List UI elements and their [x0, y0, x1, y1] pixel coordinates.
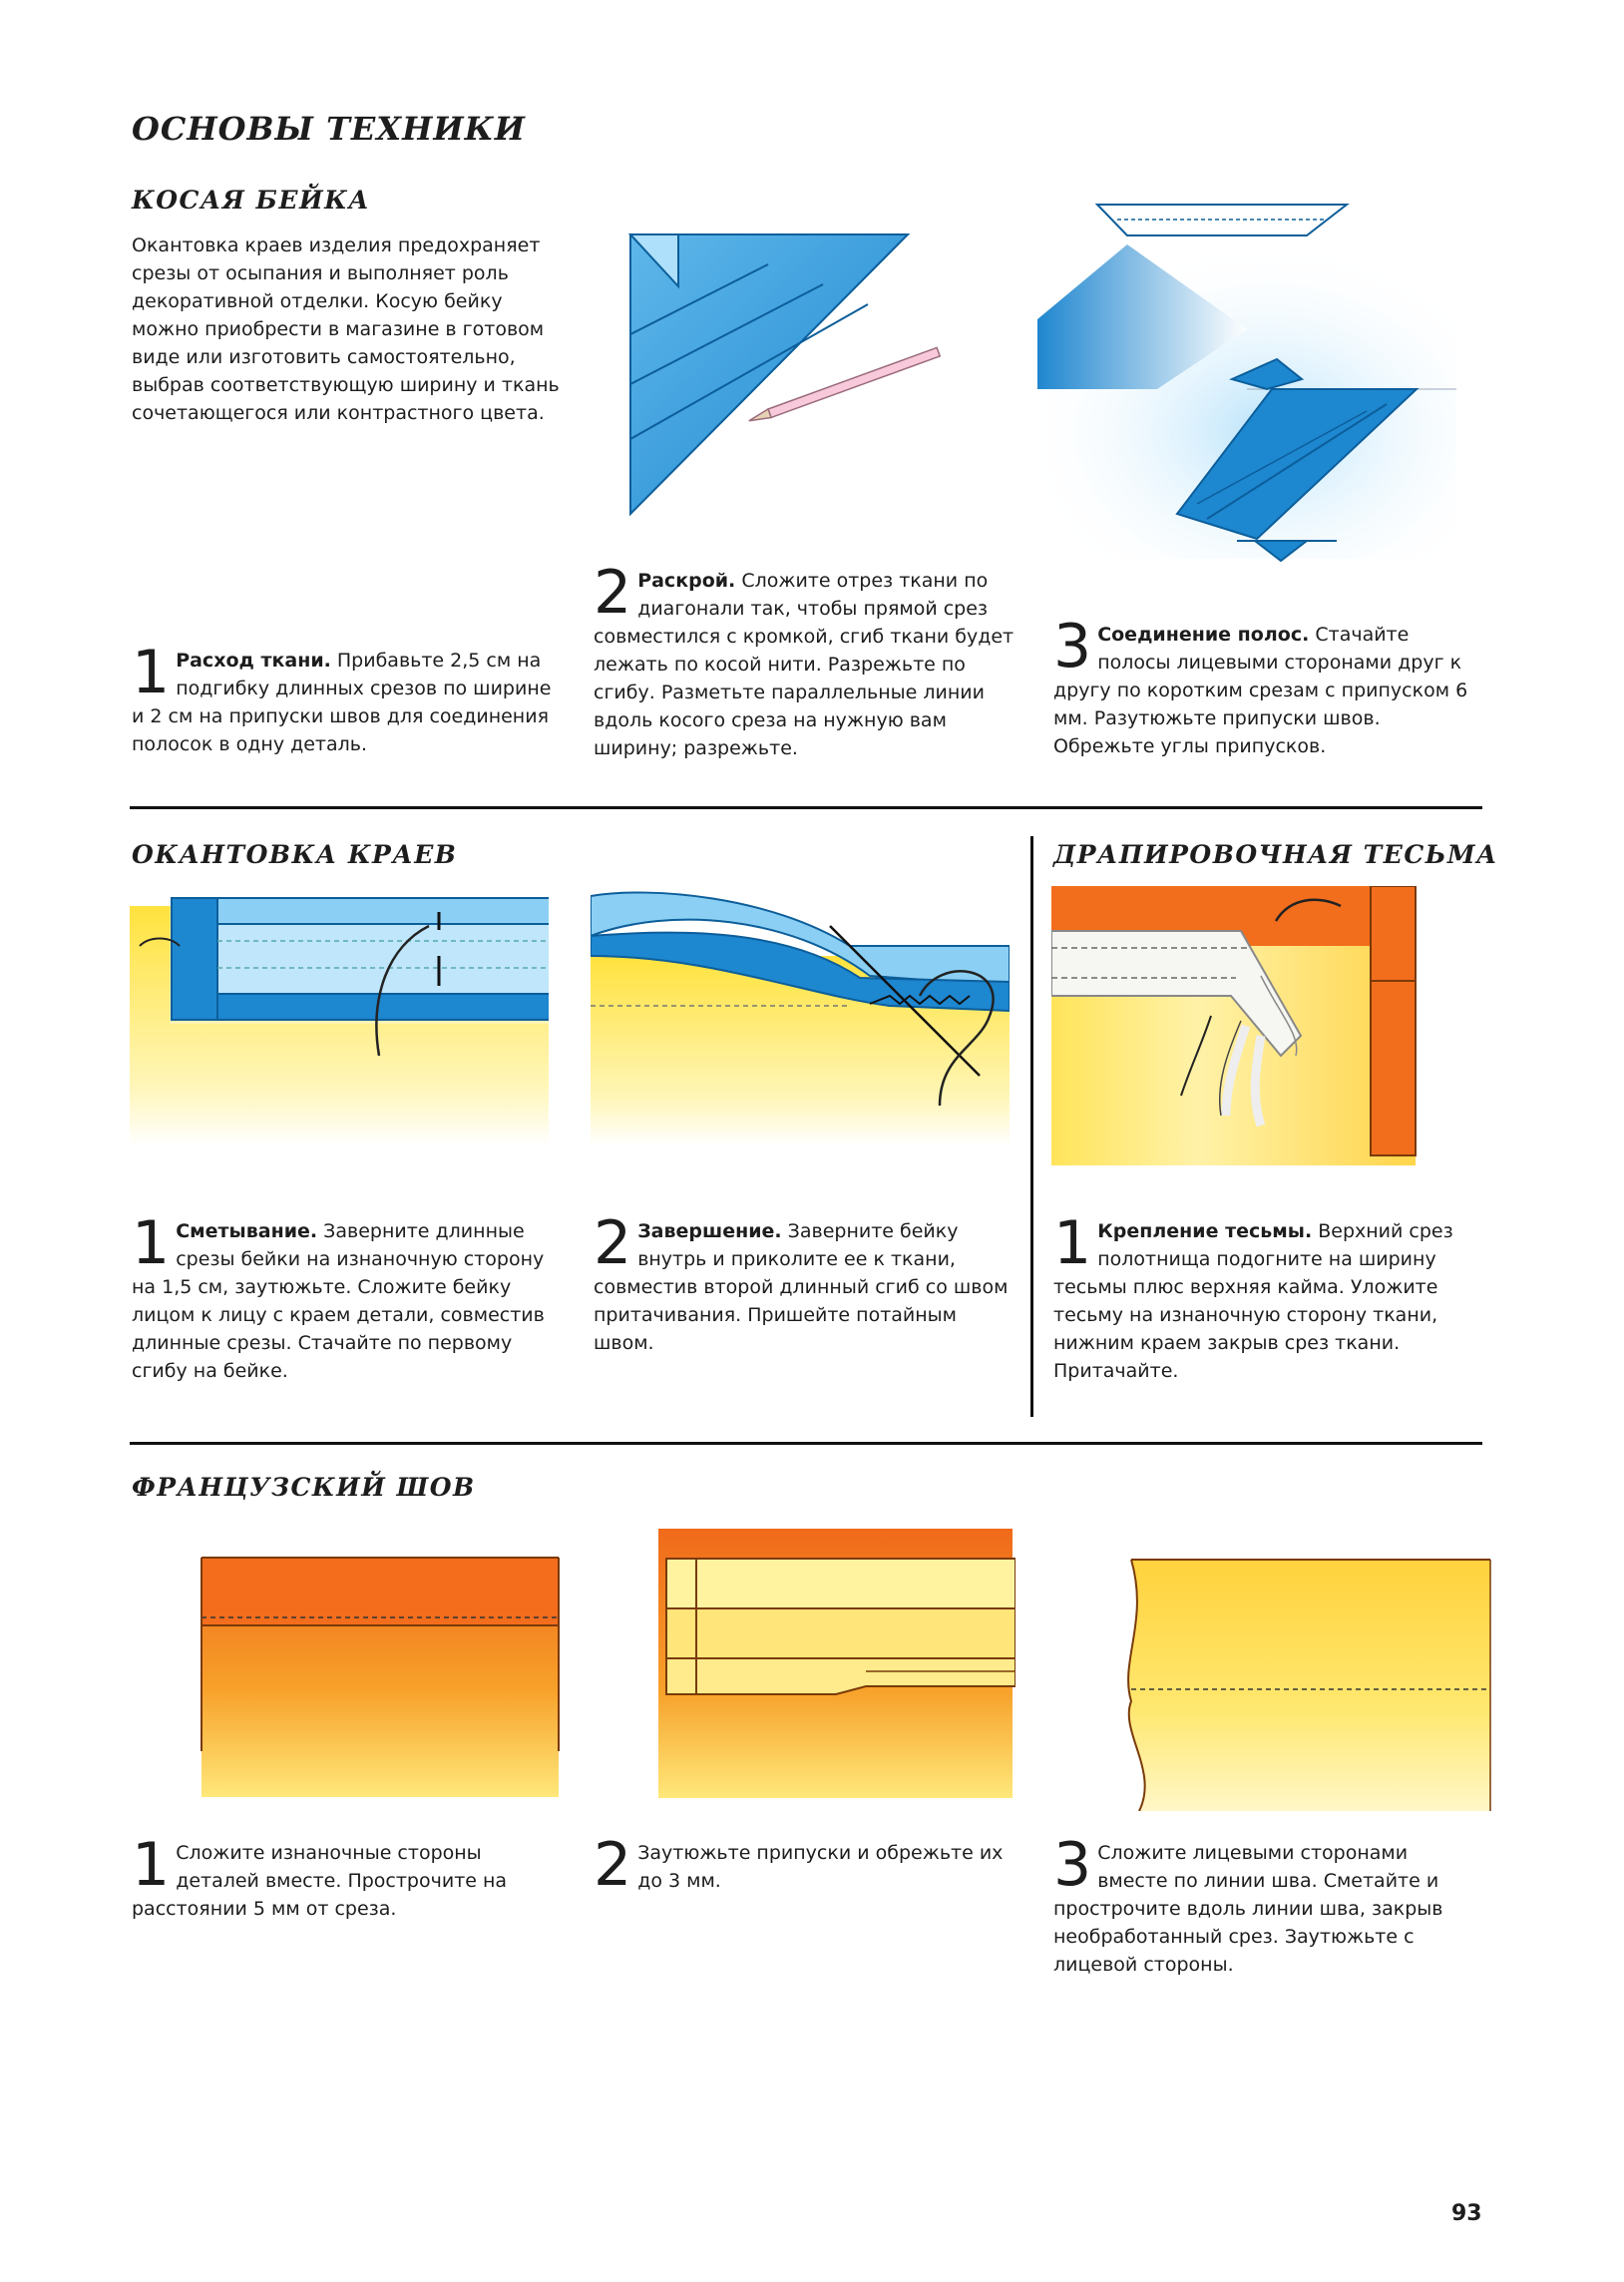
step-title: Расход ткани. — [176, 650, 331, 672]
illustration-binding-basting — [130, 886, 549, 1145]
bias-step-3 — [1053, 612, 1482, 760]
illustration-french-step2 — [656, 1527, 1015, 1801]
illustration-french-step3 — [1119, 1552, 1498, 1811]
section-divider — [130, 1442, 1482, 1445]
step-title: Раскрой. — [637, 570, 736, 592]
step-text: Верхний срез полотнища подогните на ширину тесьмы плюс верхняя кайма. Уложите тесьму на изнаночную сторону ткани, нижним краем закрыв срез ткани. Притачайте. — [1053, 1220, 1453, 1382]
step-title: Крепление тесьмы. — [1097, 1220, 1313, 1242]
bias-step-2 — [594, 558, 1017, 762]
step-text: Заутюжьте припуски и обрежьте их до 3 мм. — [637, 1842, 1004, 1892]
illustration-tape-attaching — [1051, 886, 1480, 1165]
step-text: Сложите отрез ткани по диагонали так, чтобы прямой срез совместился с кромкой, сгиб ткани будет лежать по косой нити. Разрежьте по сгибу. Разметьте параллельные линии вдоль косого среза на нужную вам ширину; разрежьте. — [594, 570, 1015, 759]
step-number: 3 — [1053, 612, 1092, 682]
french-step-2 — [594, 1830, 1017, 1900]
page-number: 93 — [1451, 2201, 1482, 2226]
step-title: Сметывание. — [176, 1220, 318, 1242]
step-number: 2 — [594, 1208, 632, 1278]
step-text: Прибавьте 2,5 см на подгибку длинных срезов по ширине и 2 см на припуски швов для соединения полосок в одну деталь. — [132, 650, 552, 755]
step-number: 1 — [132, 1208, 171, 1278]
french-step-3 — [1053, 1830, 1482, 1979]
bias-step-1 — [132, 638, 556, 758]
section-divider — [130, 806, 1482, 809]
step-number: 3 — [1053, 1830, 1092, 1900]
illustration-binding-finishing — [591, 886, 1010, 1145]
illustration-bias-cutting — [618, 225, 978, 524]
section-heading-french: ФРАНЦУЗСКИЙ ШОВ — [132, 1473, 476, 1502]
tape-step-1 — [1053, 1208, 1482, 1385]
section-heading-bias: КОСАЯ БЕЙКА — [132, 186, 371, 215]
step-number: 1 — [132, 638, 171, 707]
step-text: Стачайте полосы лицевыми сторонами друг к другу по коротким срезам с припуском 6 мм. Разутюжьте припуски швов. Обрежьте углы припусков. — [1053, 624, 1468, 757]
step-number: 1 — [1053, 1208, 1092, 1278]
illustration-bias-joining — [1037, 200, 1456, 579]
step-number: 2 — [594, 558, 632, 628]
step-text: Заверните длинные срезы бейки на изнаночную сторону на 1,5 см, заутюжьте. Сложите бейку лицом к лицу с краем детали, совместив длинные срезы. Стачайте по первому сгибу на бейке. — [132, 1220, 545, 1382]
step-text: Сложите лицевыми сторонами вместе по линии шва. Сметайте и прострочите вдоль линии шва, закрыв необработанный срез. Заутюжьте с лицевой стороны. — [1053, 1842, 1443, 1976]
column-divider — [1030, 836, 1033, 1417]
section-heading-binding: ОКАНТОВКА КРАЕВ — [132, 840, 458, 869]
binding-step-2 — [594, 1208, 1013, 1357]
section-heading-tape: ДРАПИРОВОЧНАЯ ТЕСЬМА — [1053, 840, 1498, 869]
page-title: ОСНОВЫ ТЕХНИКИ — [132, 110, 526, 148]
binding-step-1 — [132, 1208, 556, 1385]
step-title: Завершение. — [637, 1220, 782, 1242]
illustration-french-step1 — [196, 1552, 565, 1801]
step-text: Заверните бейку внутрь и приколите ее к ткани, совместив второй длинный сгиб со швом притачивания. Пришейте потайным швом. — [594, 1220, 1009, 1354]
french-step-1 — [132, 1830, 531, 1923]
step-title: Соединение полос. — [1097, 624, 1310, 646]
step-number: 2 — [594, 1830, 632, 1900]
step-text: Сложите изнаночные стороны деталей вместе. Прострочите на расстоянии 5 мм от среза. — [132, 1842, 508, 1920]
step-number: 1 — [132, 1830, 171, 1900]
bias-intro: Окантовка краев изделия предохраняет срезы от осыпания и выполняет роль декоративной отделки. Косую бейку можно приобрести в магазине в готовом виде или изготовить самостоятельно, выбрав соответствующую ширину и ткань сочетающегося или контрастного цвета. — [132, 234, 560, 424]
